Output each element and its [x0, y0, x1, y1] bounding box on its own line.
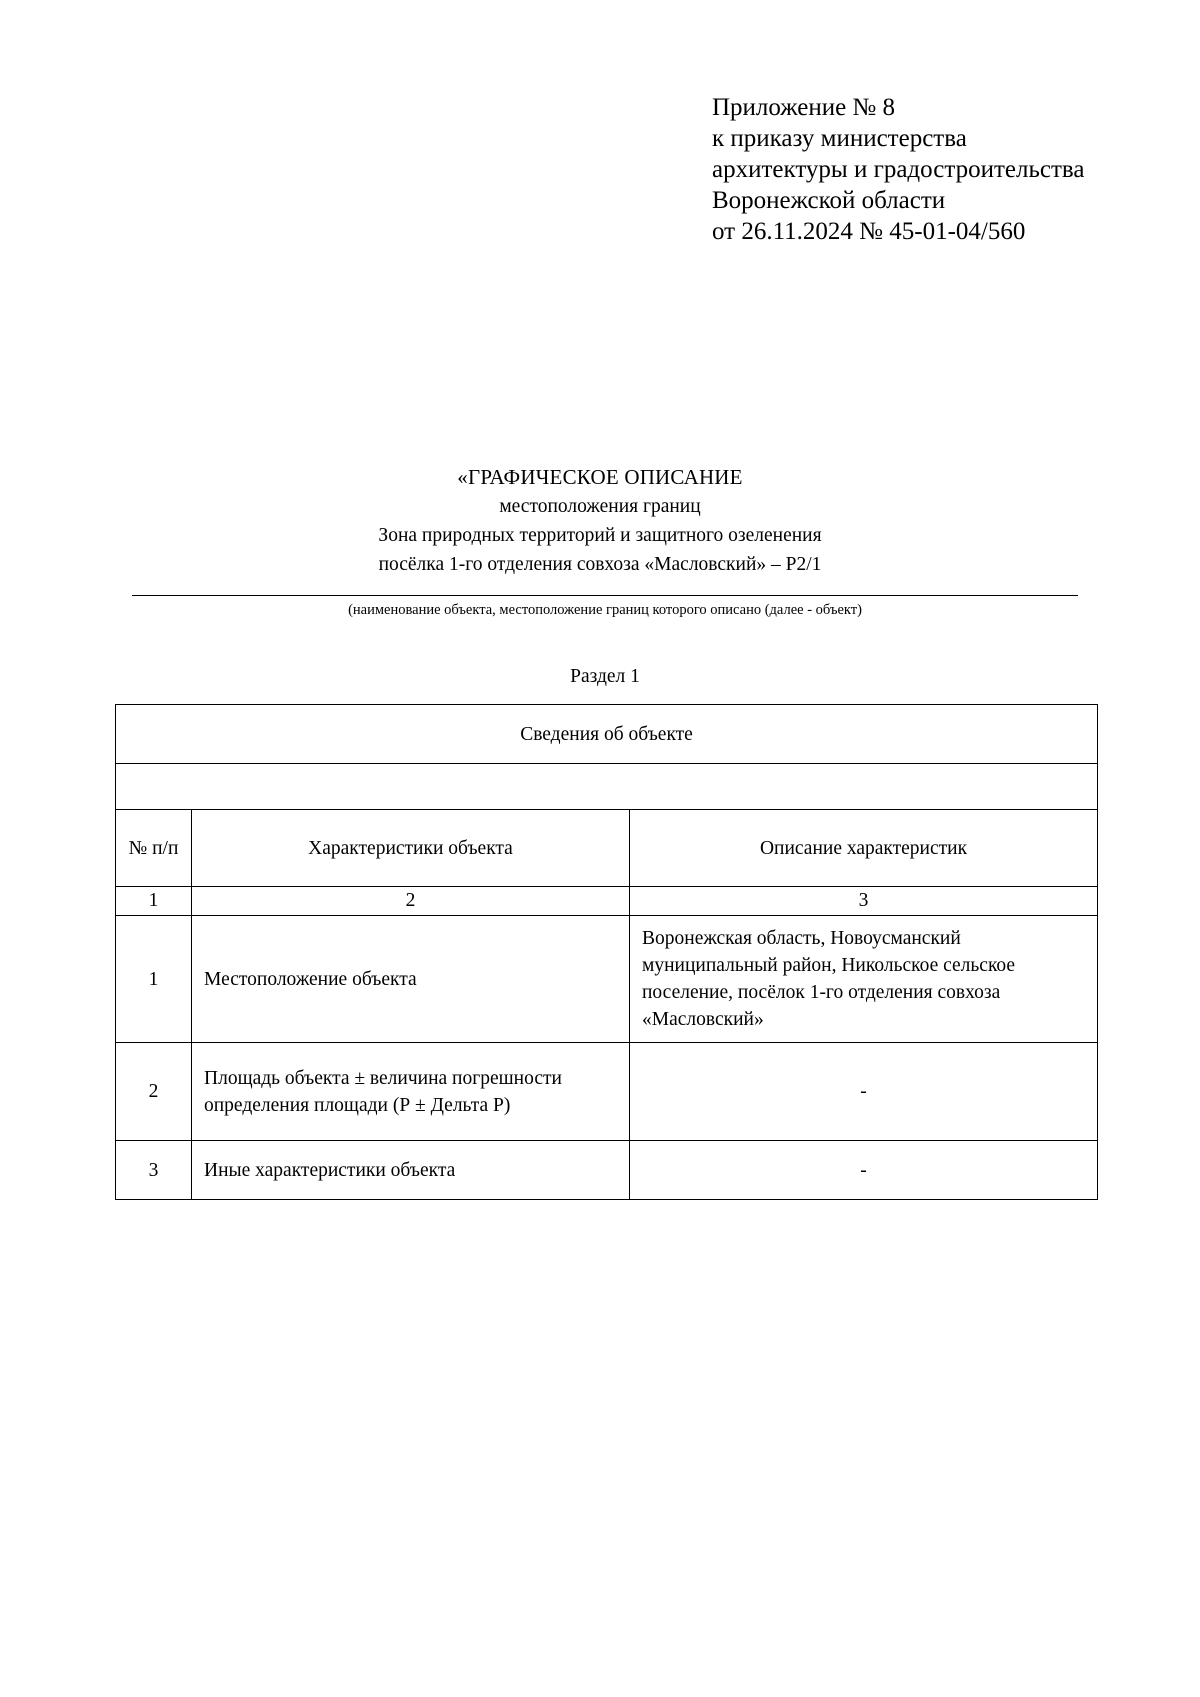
row-characteristic: Местоположение объекта	[192, 916, 630, 1043]
index-cell-3: 3	[630, 887, 1098, 916]
index-cell-1: 1	[116, 887, 192, 916]
row-num: 3	[116, 1141, 192, 1200]
table-row	[116, 1141, 1098, 1200]
row-characteristic: Иные характеристики объекта	[192, 1141, 630, 1200]
table-caption-row	[116, 705, 1098, 764]
appendix-line-4: Воронежской области	[712, 187, 946, 214]
row-num: 1	[116, 916, 192, 1043]
index-cell-2: 2	[192, 887, 630, 916]
section-label: Раздел 1	[570, 666, 640, 687]
row-num: 2	[116, 1043, 192, 1141]
row-description: Воронежская область, Новоусманский муниципальный район, Никольское сельское поселение, посёлок 1-го отделения совхоза «Масловский»	[630, 916, 1098, 1043]
title-note: (наименование объекта, местоположение границ которого описано (далее - объект)	[348, 602, 862, 618]
appendix-line-3: архитектуры и градостроительства	[712, 156, 1085, 183]
row-characteristic: Площадь объекта ± величина погрешности определения площади (Р ± Дельта Р)	[192, 1043, 630, 1141]
table-row	[116, 1043, 1098, 1141]
table-empty-cell	[116, 764, 1098, 810]
appendix-header	[712, 92, 1084, 247]
appendix-line-1: Приложение № 8	[712, 94, 896, 121]
header-characteristic: Характеристики объекта	[192, 810, 630, 887]
title-line-2: Зона природных территорий и защитного озеленения	[378, 525, 822, 546]
table-index-row	[116, 887, 1098, 916]
document-title: «ГРАФИЧЕСКОЕ ОПИСАНИЕ	[457, 465, 743, 489]
header-description: Описание характеристик	[630, 810, 1098, 887]
title-underline	[132, 595, 1078, 596]
header-num: № п/п	[116, 810, 192, 887]
row-description: -	[630, 1141, 1098, 1200]
table-empty-row	[116, 764, 1098, 810]
appendix-line-2: к приказу министерства	[712, 125, 967, 152]
document-title-block	[120, 462, 1080, 579]
appendix-line-5: от 26.11.2024 № 45-01-04/560	[712, 218, 1026, 245]
object-info-table	[115, 704, 1098, 1200]
title-line-3: посёлка 1-го отделения совхоза «Масловский» – Р2/1	[378, 554, 822, 575]
title-line-1: местоположения границ	[499, 496, 701, 517]
row-description: -	[630, 1043, 1098, 1141]
table-caption: Сведения об объекте	[116, 705, 1098, 764]
table-header-row	[116, 810, 1098, 887]
table-row	[116, 916, 1098, 1043]
